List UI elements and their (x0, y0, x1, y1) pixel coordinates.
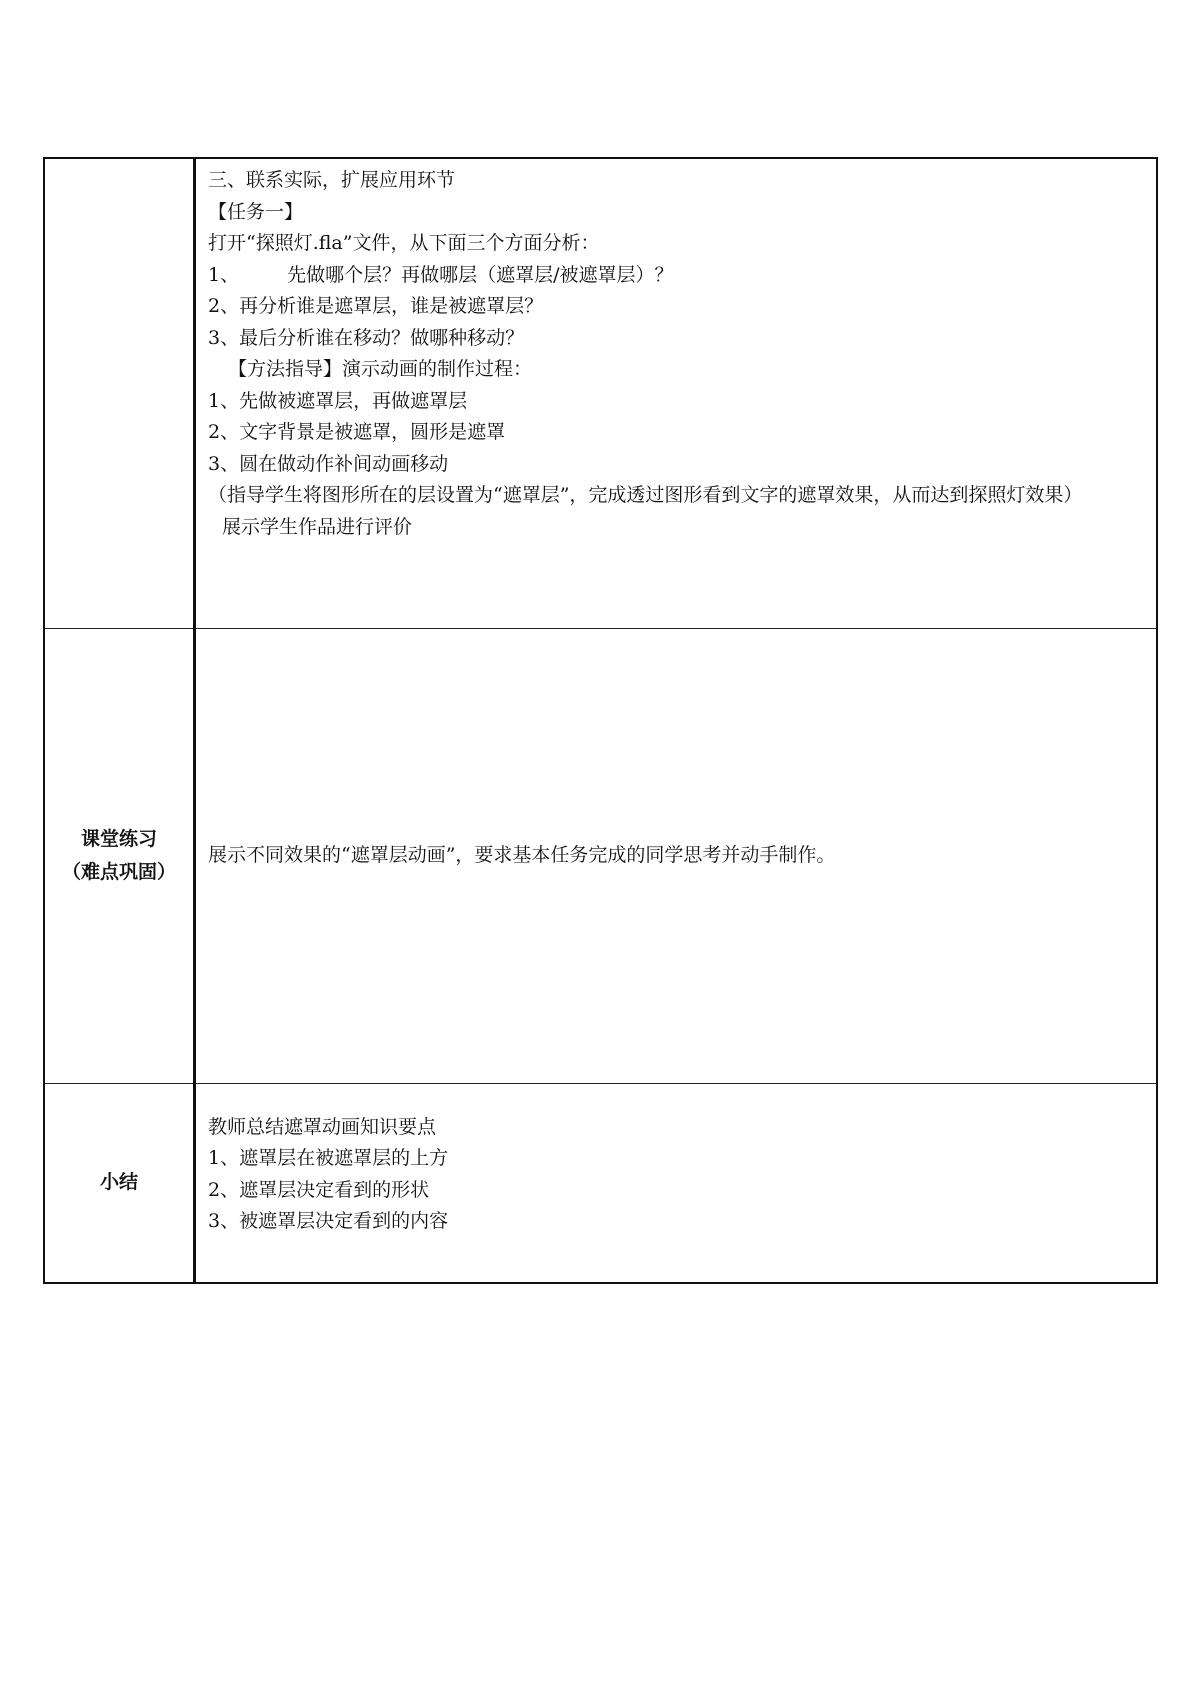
practice-sublabel: （难点巩固） (61, 860, 176, 883)
row-label-cell-summary (44, 1083, 195, 1283)
lesson-plan-table (43, 157, 1158, 1284)
summary-heading: 教师总结遮罩动画知识要点 (208, 1115, 437, 1138)
row-content-cell-summary (195, 1083, 1158, 1283)
method-guide-heading: 【方法指导】演示动画的制作过程： (228, 358, 533, 380)
analysis-item-2: 2、再分析谁是遮罩层，谁是被遮罩层？ (208, 295, 544, 317)
table-row-summary (44, 1083, 1157, 1283)
practice-label: 课堂练习 (80, 827, 157, 850)
practice-content (196, 840, 1156, 872)
analysis-item-1-text: 先做哪个层？再做哪层（遮罩层/被遮罩层）？ (287, 263, 674, 286)
method-step-1: 1、先做被遮罩层，再做遮罩层 (208, 389, 468, 412)
summary-point-3: 3、被遮罩层决定看到的内容 (208, 1210, 449, 1232)
summary-point-2: 2、遮罩层决定看到的形状 (208, 1178, 430, 1201)
analysis-item-1 (208, 260, 1144, 292)
row-label-cell-practice (44, 628, 195, 1083)
task-label: 【任务一】 (208, 200, 304, 223)
method-step-3: 3、圆在做动作补间动画移动 (208, 452, 449, 475)
table-row-extension (44, 158, 1157, 628)
task-instruction: 打开“探照灯.fla”文件，从下面三个方面分析： (208, 232, 600, 254)
guidance-note: （指导学生将图形所在的层设置为“遮罩层”，完成透过图形看到文字的遮罩效果，从而达到探照灯效果） (208, 484, 1083, 506)
analysis-item-3: 3、最后分析谁在移动？做哪种移动？ (208, 326, 525, 349)
extension-content (196, 159, 1156, 543)
list-marker: 1、 (208, 263, 240, 286)
summary-point-1: 1、遮罩层在被遮罩层的上方 (208, 1147, 449, 1169)
method-step-2: 2、文字背景是被遮罩，圆形是遮罩 (208, 421, 506, 443)
row-content-cell-extension (195, 158, 1158, 628)
table-row-practice (44, 628, 1157, 1083)
section-heading: 三、联系实际，扩展应用环节 (208, 169, 456, 191)
row-label-cell-empty (44, 158, 195, 628)
row-content-cell-practice (195, 628, 1158, 1083)
showcase-line: 展示学生作品进行评价 (222, 515, 413, 538)
summary-label: 小结 (99, 1171, 138, 1194)
summary-content (196, 1084, 1156, 1238)
practice-text: 展示不同效果的“遮罩层动画”，要求基本任务完成的同学思考并动手制作。 (208, 843, 836, 866)
